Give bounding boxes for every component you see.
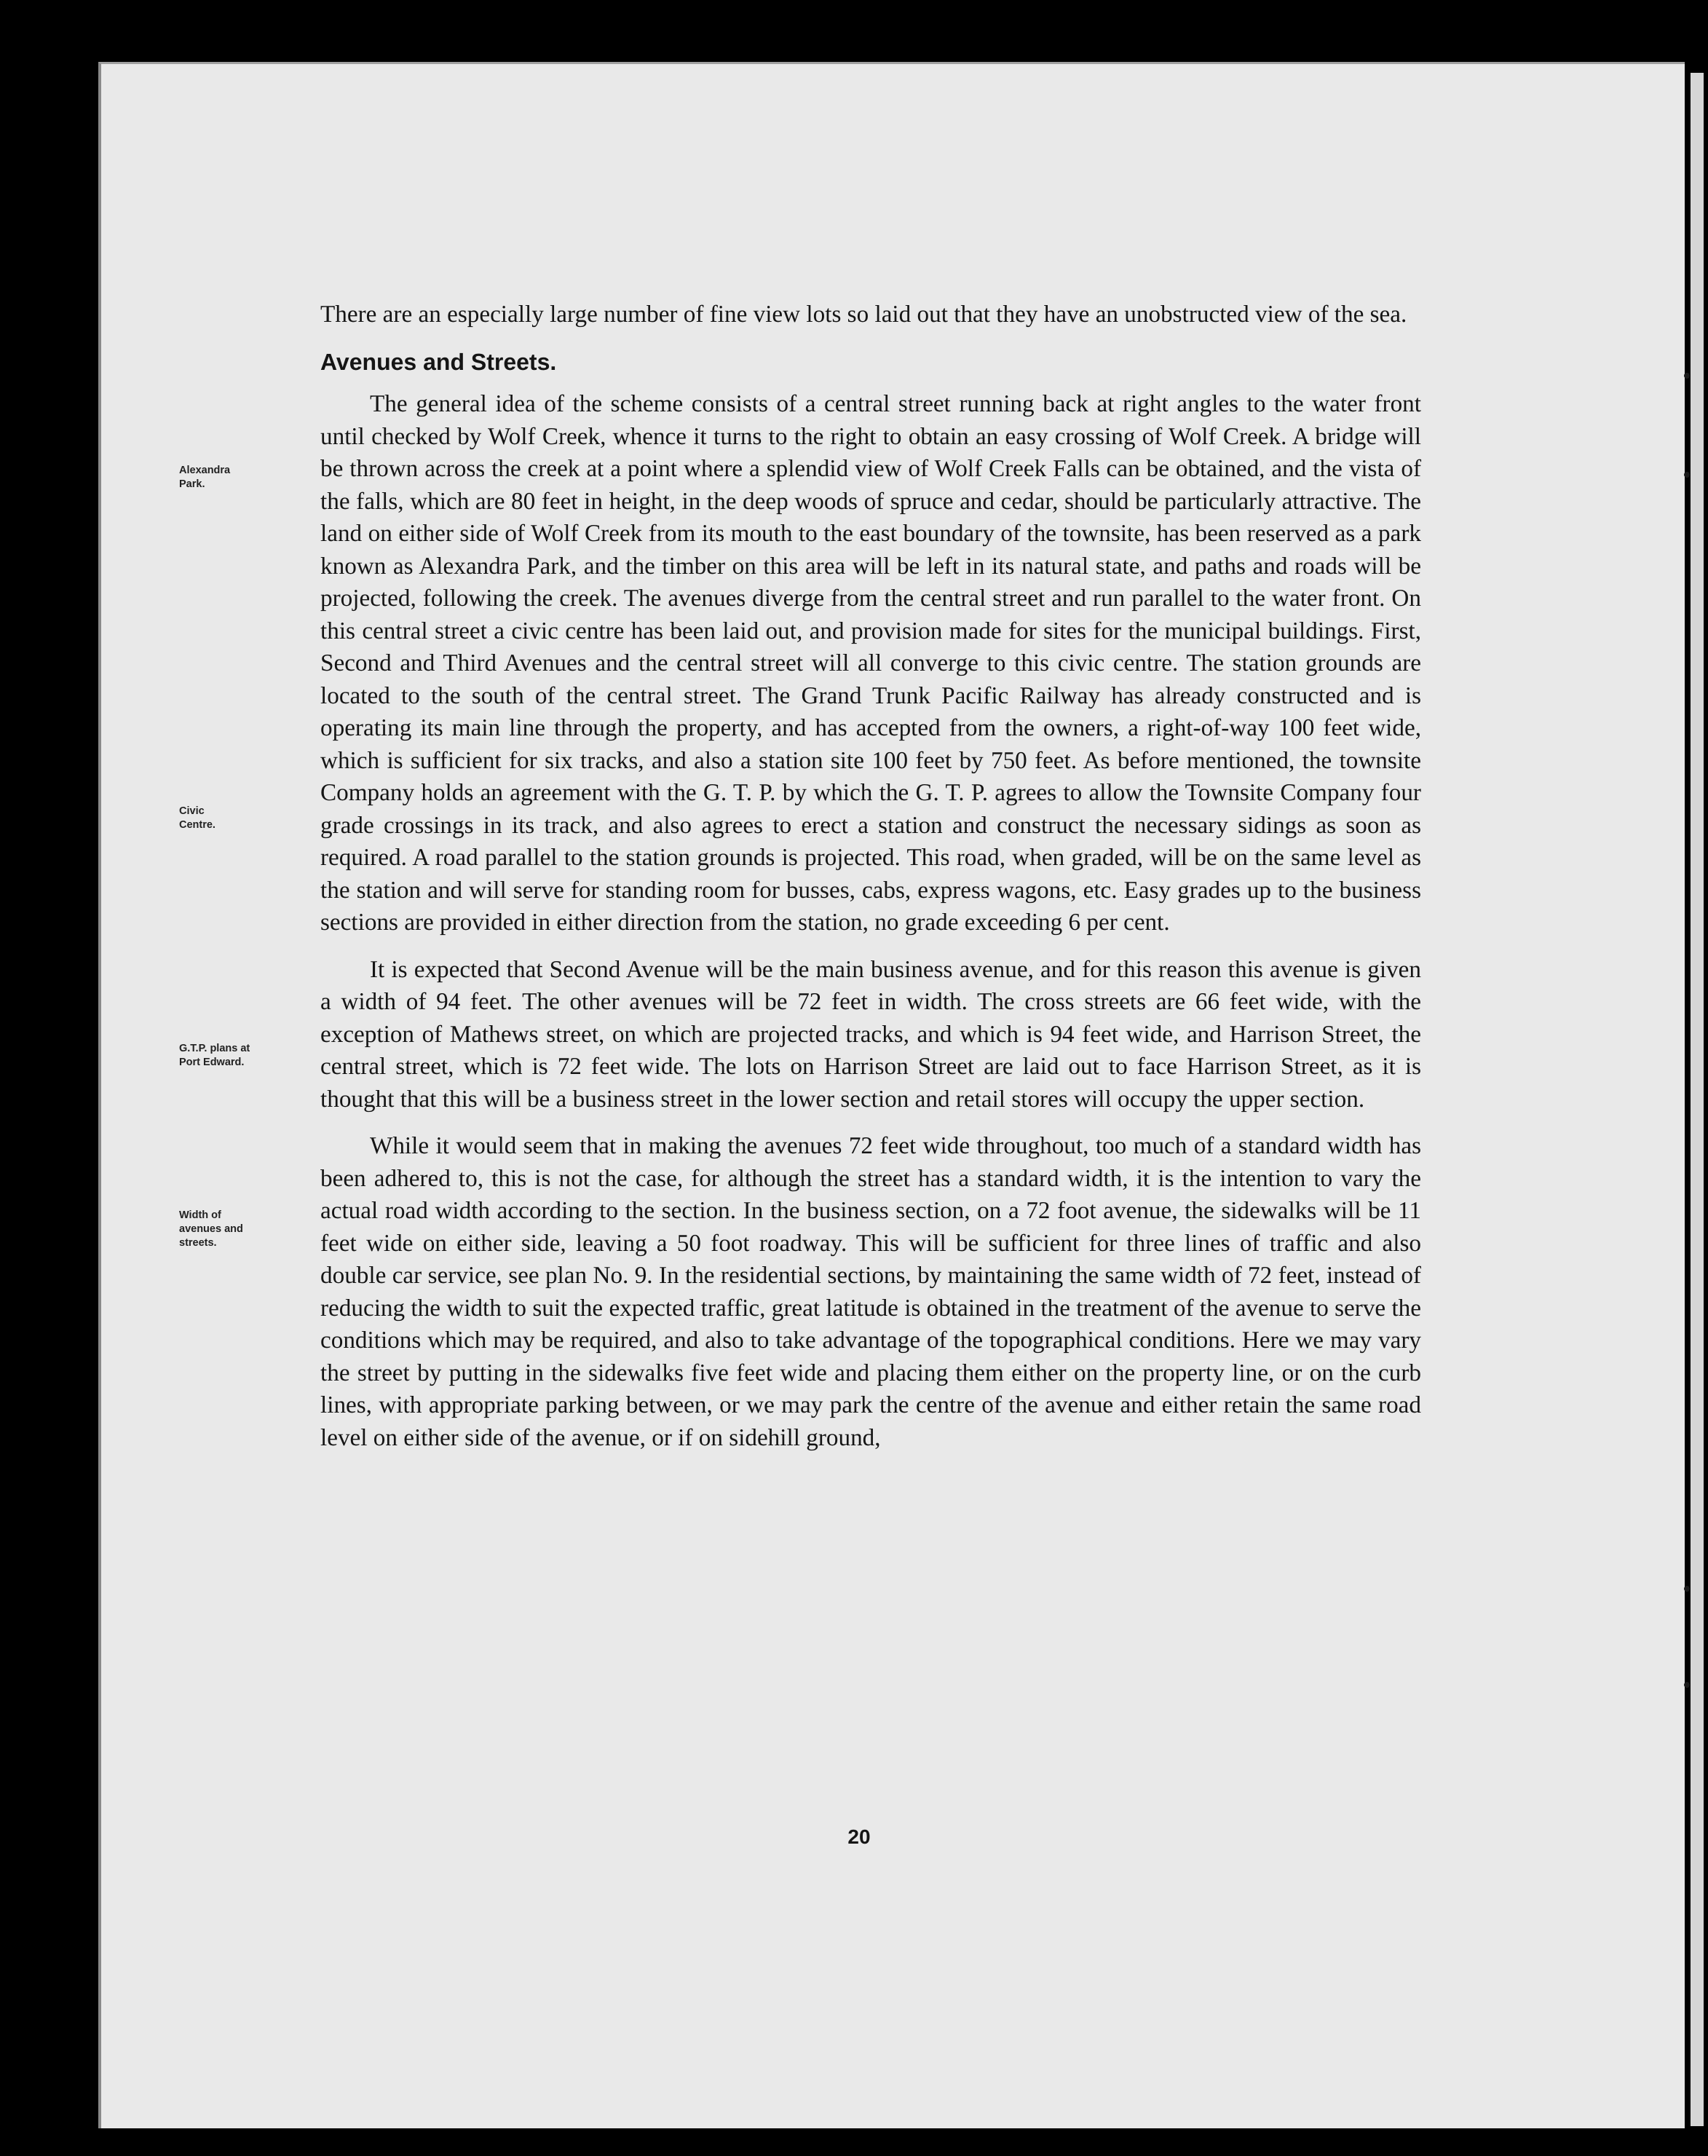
paragraph: While it would seem that in making the avenues 72 feet wide throughout, too much of a standard width has been adhered to, this is not the case, for although the street has a standard width, it is the intention to vary the actual road width according to the section. In the business section, on a 72 foot avenue, the sidewalks will be 11 feet wide on either side, leaving a 50 foot roadway. This will be sufficient for three lines of traffic and also double car service, see plan No. 9. In the residential sections, by maintaining the same width of 72 feet, instead of reducing the width to suit the expected traffic, great latitude is obtained in the treatment of the avenue to serve the conditions which may be required, and also to take advantage of the topographical conditions. Here we may vary the street by putting in the sidewalks five feet wide and placing them either on the property line, or on the curb lines, with appropriate parking between, or we may park the centre of the avenue and either retain the same road level on either side of the avenue, or if on sidehill ground, xyxy=(320,1132,1421,1451)
paragraph: The general idea of the scheme consists of a central street running back at right angles to the water front until checked by Wolf Creek, whence it turns to the right to obtain an easy crossing of Wolf Creek. A bridge will be thrown across the creek at a point where a splendid view of Wolf Creek Falls can be obtained, and the vista of the falls, which are 80 feet in height, in the deep woods of spruce and cedar, should be particularly attractive. The land on either side of Wolf Creek from its mouth to the east boundary of the townsite, has been reserved as a park known as Alexandra Park, and the timber on this area will be left in its natural state, and paths and roads will be projected, following the creek. The avenues diverge from the central street and run parallel to the water front. On this central street a civic centre has been laid out, and provision made for sites for the municipal buildings. First, Second and Third Avenues and the central street will all converge to this civic centre. The station grounds are located to the south of the central street. The Grand Trunk Pacific Railway has already constructed and is operating its main line through the property, and has accepted from the owners, a right-of-way 100 feet wide, which is sufficient for six tracks, and also a station site 100 feet by 750 feet. As before mentioned, the townsite Company holds an agreement with the G. T. P. by which the G. T. P. agrees to allow the Townsite Company four grade crossings in its track, and also agrees to erect a station and construct the necessary sidings as soon as required. A road parallel to the station grounds is projected. This road, when graded, will be on the same level as the station and will serve for standing room for busses, cabs, express wagons, etc. Easy grades up to the business sections are provided in either direction from the station, no grade exceeding 6 per cent. xyxy=(320,390,1421,936)
edge-mark xyxy=(1684,373,1690,379)
margin-note-line: Port Edward. xyxy=(179,1057,245,1068)
margin-note-width-of-avenues xyxy=(179,1209,303,1250)
margin-note-gtp-plans xyxy=(179,1042,303,1070)
body-text xyxy=(320,299,1421,1454)
margin-note-line: Civic xyxy=(179,805,205,817)
intro-paragraph: There are an especially large number of fine view lots so laid out that they have an unobstructed view of the sea. xyxy=(320,301,1407,328)
margin-note-line: streets. xyxy=(179,1237,217,1249)
page-spine-edge xyxy=(1691,73,1704,2126)
margin-note-civic-centre xyxy=(179,805,303,832)
page-number: 20 xyxy=(847,1825,871,1848)
margin-note-line: G.T.P. plans at xyxy=(179,1043,250,1054)
edge-mark xyxy=(1684,1586,1690,1592)
section-heading: Avenues and Streets. xyxy=(320,348,557,375)
paragraph: It is expected that Second Avenue will be the main business avenue, and for this reason this avenue is given a width of 94 feet. The other avenues will be 72 feet in width. The cross streets are 66 feet wide, with the exception of Mathews street, on which are projected tracks, and which is 94 feet wide, and Harrison Street, the central street, which is 72 feet wide. The lots on Harrison Street are laid out to face Harrison Street, as it is thought that this will be a business street in the lower section and retail stores will occupy the upper section. xyxy=(320,955,1421,1113)
margin-note-line: Park. xyxy=(179,478,205,490)
margin-note-line: avenues and xyxy=(179,1223,243,1235)
margin-note-line: Centre. xyxy=(179,819,216,831)
margin-note-line: Alexandra xyxy=(179,465,231,476)
edge-mark xyxy=(1684,472,1690,478)
margin-note-line: Width of xyxy=(179,1209,221,1221)
edge-mark xyxy=(1684,1682,1690,1688)
margin-note-alexandra-park xyxy=(179,464,303,491)
